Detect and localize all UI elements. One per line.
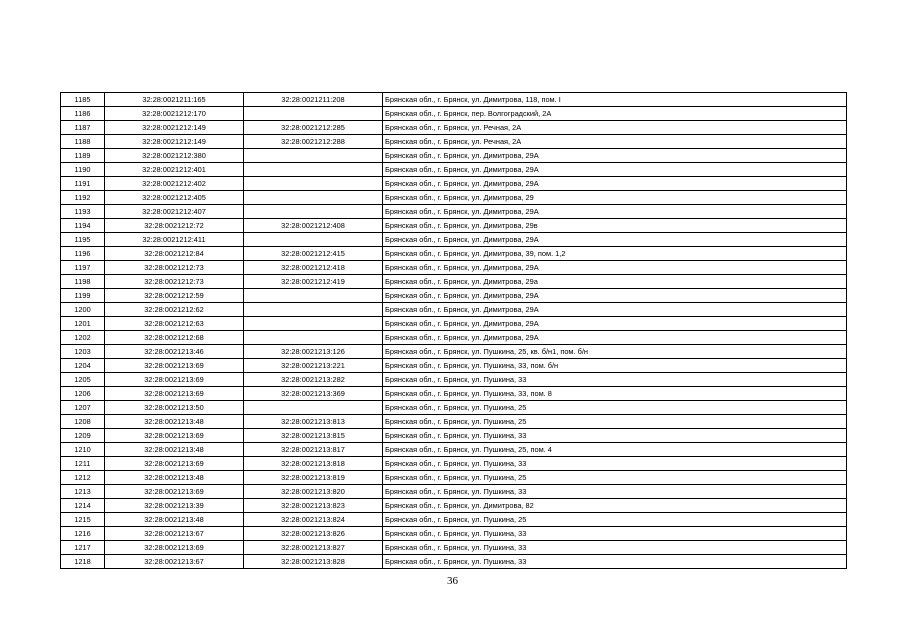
table-row: [61, 443, 847, 457]
table-row: [61, 359, 847, 373]
object-cadastral-number-cell: 32:28:0021211:208: [244, 93, 383, 107]
table-row: [61, 177, 847, 191]
land-cadastral-number-cell: 32:28:0021213:67: [105, 527, 244, 541]
address-cell: Брянская обл., г. Брянск, ул. Пушкина, 33: [383, 457, 847, 471]
object-cadastral-number-cell: 32:28:0021213:818: [244, 457, 383, 471]
table-row: [61, 233, 847, 247]
address-cell: Брянская обл., г. Брянск, пер. Волгоградский, 2А: [383, 107, 847, 121]
object-cadastral-number-cell: 32:28:0021213:221: [244, 359, 383, 373]
object-cadastral-number-cell: [244, 177, 383, 191]
row-number-cell: 1198: [61, 275, 105, 289]
land-cadastral-number-cell: 32:28:0021213:48: [105, 415, 244, 429]
land-cadastral-number-cell: 32:28:0021212:380: [105, 149, 244, 163]
row-number-cell: 1212: [61, 471, 105, 485]
object-cadastral-number-cell: 32:28:0021213:819: [244, 471, 383, 485]
row-number-cell: 1215: [61, 513, 105, 527]
page-number: 36: [447, 575, 458, 587]
object-cadastral-number-cell: 32:28:0021212:288: [244, 135, 383, 149]
table-row: [61, 471, 847, 485]
land-cadastral-number-cell: 32:28:0021213:48: [105, 513, 244, 527]
row-number-cell: 1201: [61, 317, 105, 331]
table-row: [61, 93, 847, 107]
row-number-cell: 1191: [61, 177, 105, 191]
address-cell: Брянская обл., г. Брянск, ул. Пушкина, 33, пом. б/н: [383, 359, 847, 373]
land-cadastral-number-cell: 32:28:0021213:69: [105, 541, 244, 555]
land-cadastral-number-cell: 32:28:0021213:48: [105, 471, 244, 485]
address-cell: Брянская обл., г. Брянск, ул. Пушкина, 33, пом. 8: [383, 387, 847, 401]
table-row: [61, 205, 847, 219]
address-cell: Брянская обл., г. Брянск, ул. Пушкина, 25, пом. 4: [383, 443, 847, 457]
land-cadastral-number-cell: 32:28:0021212:402: [105, 177, 244, 191]
table-row: [61, 191, 847, 205]
row-number-cell: 1211: [61, 457, 105, 471]
table-row: [61, 541, 847, 555]
address-cell: Брянская обл., г. Брянск, ул. Димитрова, 29: [383, 191, 847, 205]
row-number-cell: 1214: [61, 499, 105, 513]
land-cadastral-number-cell: 32:28:0021212:73: [105, 275, 244, 289]
row-number-cell: 1206: [61, 387, 105, 401]
table-row: [61, 373, 847, 387]
object-cadastral-number-cell: 32:28:0021213:820: [244, 485, 383, 499]
object-cadastral-number-cell: [244, 233, 383, 247]
object-cadastral-number-cell: 32:28:0021212:285: [244, 121, 383, 135]
row-number-cell: 1190: [61, 163, 105, 177]
row-number-cell: 1199: [61, 289, 105, 303]
address-cell: Брянская обл., г. Брянск, ул. Димитрова, 29А: [383, 289, 847, 303]
object-cadastral-number-cell: 32:28:0021213:813: [244, 415, 383, 429]
row-number-cell: 1188: [61, 135, 105, 149]
table-row: [61, 219, 847, 233]
address-cell: Брянская обл., г. Брянск, ул. Пушкина, 33: [383, 555, 847, 569]
land-cadastral-number-cell: 32:28:0021211:165: [105, 93, 244, 107]
row-number-cell: 1196: [61, 247, 105, 261]
address-cell: Брянская обл., г. Брянск, ул. Пушкина, 25, кв. б/н1, пом. б/н: [383, 345, 847, 359]
row-number-cell: 1210: [61, 443, 105, 457]
row-number-cell: 1216: [61, 527, 105, 541]
table-row: [61, 275, 847, 289]
row-number-cell: 1187: [61, 121, 105, 135]
object-cadastral-number-cell: [244, 107, 383, 121]
table-row: [61, 289, 847, 303]
land-cadastral-number-cell: 32:28:0021213:69: [105, 457, 244, 471]
land-cadastral-number-cell: 32:28:0021213:67: [105, 555, 244, 569]
address-cell: Брянская обл., г. Брянск, ул. Димитрова, 29А: [383, 205, 847, 219]
row-number-cell: 1193: [61, 205, 105, 219]
land-cadastral-number-cell: 32:28:0021212:411: [105, 233, 244, 247]
land-cadastral-number-cell: 32:28:0021213:69: [105, 359, 244, 373]
address-cell: Брянская обл., г. Брянск, ул. Димитрова, 29А: [383, 331, 847, 345]
object-cadastral-number-cell: [244, 401, 383, 415]
land-cadastral-number-cell: 32:28:0021212:84: [105, 247, 244, 261]
address-cell: Брянская обл., г. Брянск, ул. Димитрова, 29А: [383, 261, 847, 275]
object-cadastral-number-cell: 32:28:0021212:419: [244, 275, 383, 289]
object-cadastral-number-cell: [244, 163, 383, 177]
table-row: [61, 303, 847, 317]
row-number-cell: 1195: [61, 233, 105, 247]
row-number-cell: 1194: [61, 219, 105, 233]
land-cadastral-number-cell: 32:28:0021212:149: [105, 121, 244, 135]
row-number-cell: 1203: [61, 345, 105, 359]
row-number-cell: 1200: [61, 303, 105, 317]
row-number-cell: 1202: [61, 331, 105, 345]
land-cadastral-number-cell: 32:28:0021212:170: [105, 107, 244, 121]
land-cadastral-number-cell: 32:28:0021212:72: [105, 219, 244, 233]
row-number-cell: 1204: [61, 359, 105, 373]
object-cadastral-number-cell: 32:28:0021213:827: [244, 541, 383, 555]
object-cadastral-number-cell: [244, 303, 383, 317]
object-cadastral-number-cell: [244, 331, 383, 345]
land-cadastral-number-cell: 32:28:0021213:39: [105, 499, 244, 513]
address-cell: Брянская обл., г. Брянск, ул. Димитрова, 29а: [383, 275, 847, 289]
land-cadastral-number-cell: 32:28:0021213:69: [105, 429, 244, 443]
table-row: [61, 401, 847, 415]
address-cell: Брянская обл., г. Брянск, ул. Димитрова, 29А: [383, 233, 847, 247]
object-cadastral-number-cell: 32:28:0021213:369: [244, 387, 383, 401]
object-cadastral-number-cell: 32:28:0021213:126: [244, 345, 383, 359]
address-cell: Брянская обл., г. Брянск, ул. Димитрова, 29в: [383, 219, 847, 233]
row-number-cell: 1197: [61, 261, 105, 275]
object-cadastral-number-cell: [244, 191, 383, 205]
land-cadastral-number-cell: 32:28:0021212:68: [105, 331, 244, 345]
row-number-cell: 1192: [61, 191, 105, 205]
row-number-cell: 1209: [61, 429, 105, 443]
address-cell: Брянская обл., г. Брянск, ул. Пушкина, 33: [383, 527, 847, 541]
land-cadastral-number-cell: 32:28:0021212:149: [105, 135, 244, 149]
property-registry-table: [60, 92, 847, 569]
table-row: [61, 415, 847, 429]
table-row: [61, 345, 847, 359]
address-cell: Брянская обл., г. Брянск, ул. Димитрова, 29А: [383, 303, 847, 317]
table-row: [61, 429, 847, 443]
table-row: [61, 149, 847, 163]
table-row: [61, 261, 847, 275]
land-cadastral-number-cell: 32:28:0021212:405: [105, 191, 244, 205]
address-cell: Брянская обл., г. Брянск, ул. Димитрова, 29А: [383, 317, 847, 331]
table-row: [61, 247, 847, 261]
address-cell: Брянская обл., г. Брянск, ул. Речная, 2А: [383, 121, 847, 135]
object-cadastral-number-cell: 32:28:0021213:828: [244, 555, 383, 569]
table-row: [61, 527, 847, 541]
address-cell: Брянская обл., г. Брянск, ул. Пушкина, 25: [383, 401, 847, 415]
land-cadastral-number-cell: 32:28:0021212:62: [105, 303, 244, 317]
row-number-cell: 1217: [61, 541, 105, 555]
address-cell: Брянская обл., г. Брянск, ул. Димитрова, 29А: [383, 163, 847, 177]
table-row: [61, 107, 847, 121]
land-cadastral-number-cell: 32:28:0021213:50: [105, 401, 244, 415]
object-cadastral-number-cell: [244, 149, 383, 163]
land-cadastral-number-cell: 32:28:0021213:48: [105, 443, 244, 457]
land-cadastral-number-cell: 32:28:0021212:407: [105, 205, 244, 219]
row-number-cell: 1185: [61, 93, 105, 107]
address-cell: Брянская обл., г. Брянск, ул. Пушкина, 25: [383, 415, 847, 429]
row-number-cell: 1213: [61, 485, 105, 499]
object-cadastral-number-cell: 32:28:0021213:815: [244, 429, 383, 443]
table-row: [61, 317, 847, 331]
table-row: [61, 513, 847, 527]
object-cadastral-number-cell: 32:28:0021212:418: [244, 261, 383, 275]
object-cadastral-number-cell: 32:28:0021213:826: [244, 527, 383, 541]
address-cell: Брянская обл., г. Брянск, ул. Димитрова, 118, пом. I: [383, 93, 847, 107]
table-row: [61, 331, 847, 345]
object-cadastral-number-cell: 32:28:0021212:408: [244, 219, 383, 233]
table-row: [61, 485, 847, 499]
object-cadastral-number-cell: 32:28:0021212:415: [244, 247, 383, 261]
address-cell: Брянская обл., г. Брянск, ул. Пушкина, 33: [383, 373, 847, 387]
row-number-cell: 1208: [61, 415, 105, 429]
table-row: [61, 121, 847, 135]
address-cell: Брянская обл., г. Брянск, ул. Пушкина, 33: [383, 541, 847, 555]
row-number-cell: 1207: [61, 401, 105, 415]
row-number-cell: 1218: [61, 555, 105, 569]
address-cell: Брянская обл., г. Брянск, ул. Димитрова, 39, пом. 1,2: [383, 247, 847, 261]
address-cell: Брянская обл., г. Брянск, ул. Димитрова, 29А: [383, 149, 847, 163]
row-number-cell: 1186: [61, 107, 105, 121]
row-number-cell: 1205: [61, 373, 105, 387]
land-cadastral-number-cell: 32:28:0021213:69: [105, 485, 244, 499]
address-cell: Брянская обл., г. Брянск, ул. Речная, 2А: [383, 135, 847, 149]
registry-table-body: [61, 93, 847, 569]
table-row: [61, 457, 847, 471]
address-cell: Брянская обл., г. Брянск, ул. Димитрова, 82: [383, 499, 847, 513]
address-cell: Брянская обл., г. Брянск, ул. Пушкина, 33: [383, 485, 847, 499]
land-cadastral-number-cell: 32:28:0021213:46: [105, 345, 244, 359]
object-cadastral-number-cell: [244, 205, 383, 219]
land-cadastral-number-cell: 32:28:0021213:69: [105, 373, 244, 387]
land-cadastral-number-cell: 32:28:0021212:59: [105, 289, 244, 303]
row-number-cell: 1189: [61, 149, 105, 163]
object-cadastral-number-cell: [244, 317, 383, 331]
address-cell: Брянская обл., г. Брянск, ул. Пушкина, 25: [383, 513, 847, 527]
table-row: [61, 387, 847, 401]
object-cadastral-number-cell: [244, 289, 383, 303]
object-cadastral-number-cell: 32:28:0021213:823: [244, 499, 383, 513]
address-cell: Брянская обл., г. Брянск, ул. Пушкина, 25: [383, 471, 847, 485]
land-cadastral-number-cell: 32:28:0021212:73: [105, 261, 244, 275]
object-cadastral-number-cell: 32:28:0021213:824: [244, 513, 383, 527]
land-cadastral-number-cell: 32:28:0021212:63: [105, 317, 244, 331]
object-cadastral-number-cell: 32:28:0021213:282: [244, 373, 383, 387]
table-row: [61, 555, 847, 569]
address-cell: Брянская обл., г. Брянск, ул. Пушкина, 33: [383, 429, 847, 443]
table-row: [61, 499, 847, 513]
table-row: [61, 135, 847, 149]
object-cadastral-number-cell: 32:28:0021213:817: [244, 443, 383, 457]
table-row: [61, 163, 847, 177]
land-cadastral-number-cell: 32:28:0021212:401: [105, 163, 244, 177]
land-cadastral-number-cell: 32:28:0021213:69: [105, 387, 244, 401]
address-cell: Брянская обл., г. Брянск, ул. Димитрова, 29А: [383, 177, 847, 191]
